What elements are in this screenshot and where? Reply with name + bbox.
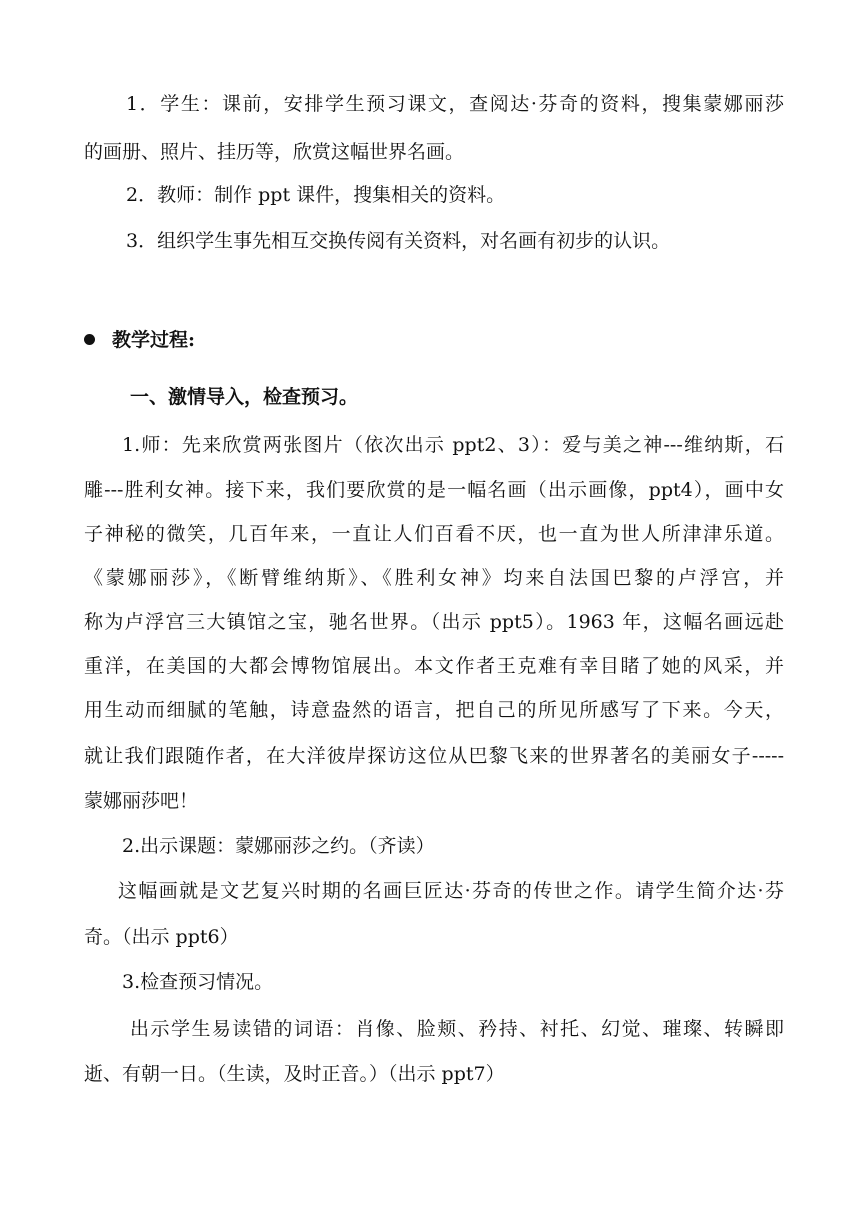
paragraph-2: 2.出示课题：蒙娜丽莎之约。（齐读） xyxy=(122,835,435,857)
paragraph-1-line-6: 重洋，在美国的大都会博物馆展出。本文作者王克难有幸目睹了她的风采，并 xyxy=(84,655,784,677)
paragraph-1-line-8: 就让我们跟随作者，在大洋彼岸探访这位从巴黎飞来的世界著名的美丽女子----- xyxy=(84,745,784,767)
process-heading: 教学过程: xyxy=(112,329,196,351)
paragraph-1-line-4: 《蒙娜丽莎》，《断臂维纳斯》、《胜利女神》均来自法国巴黎的卢浮宫，并 xyxy=(84,567,784,589)
bullet-icon xyxy=(84,334,95,345)
section-1-title: 一、激情导入，检查预习。 xyxy=(130,386,359,408)
prep-item-2: 2．教师：制作 ppt 课件，搜集相关的资料。 xyxy=(126,184,506,206)
paragraph-1-line-5: 称为卢浮宫三大镇馆之宝，驰名世界。（出示 ppt5）。1963 年，这幅名画远赴 xyxy=(84,611,784,633)
paragraph-5-line-1: 出示学生易读错的词语：肖像、脸颊、矜持、衬托、幻觉、璀璨、转瞬即 xyxy=(130,1018,784,1040)
paragraph-1-line-1: 1.师：先来欣赏两张图片（依次出示 ppt2、3）：爱与美之神---维纳斯，石 xyxy=(122,434,784,456)
paragraph-1-line-9: 蒙娜丽莎吧！ xyxy=(84,790,199,812)
paragraph-1-line-7: 用生动而细腻的笔触，诗意盎然的语言，把自己的所见所感写了下来。今天， xyxy=(84,699,784,721)
prep-item-1-line-1: 1．学生：课前，安排学生预习课文，查阅达·芬奇的资料，搜集蒙娜丽莎 xyxy=(126,93,784,115)
paragraph-3-line-2: 奇。（出示 ppt6） xyxy=(84,926,239,948)
paragraph-4: 3.检查预习情况。 xyxy=(122,971,274,993)
paragraph-1-line-2: 雕---胜利女神。接下来，我们要欣赏的是一幅名画（出示画像，ppt4），画中女 xyxy=(84,479,784,501)
paragraph-3-line-1: 这幅画就是文艺复兴时期的名画巨匠达·芬奇的传世之作。请学生简介达·芬 xyxy=(118,880,784,902)
paragraph-5-line-2: 逝、有朝一日。（生读，及时正音。）（出示 ppt7） xyxy=(84,1063,505,1085)
prep-item-3: 3．组织学生事先相互交换传阅有关资料，对名画有初步的认识。 xyxy=(126,230,671,252)
paragraph-1-line-3: 子神秘的微笑，几百年来，一直让人们百看不厌，也一直为世人所津津乐道。 xyxy=(84,523,784,545)
prep-item-1-line-2: 的画册、照片、挂历等，欣赏这幅世界名画。 xyxy=(84,141,465,163)
